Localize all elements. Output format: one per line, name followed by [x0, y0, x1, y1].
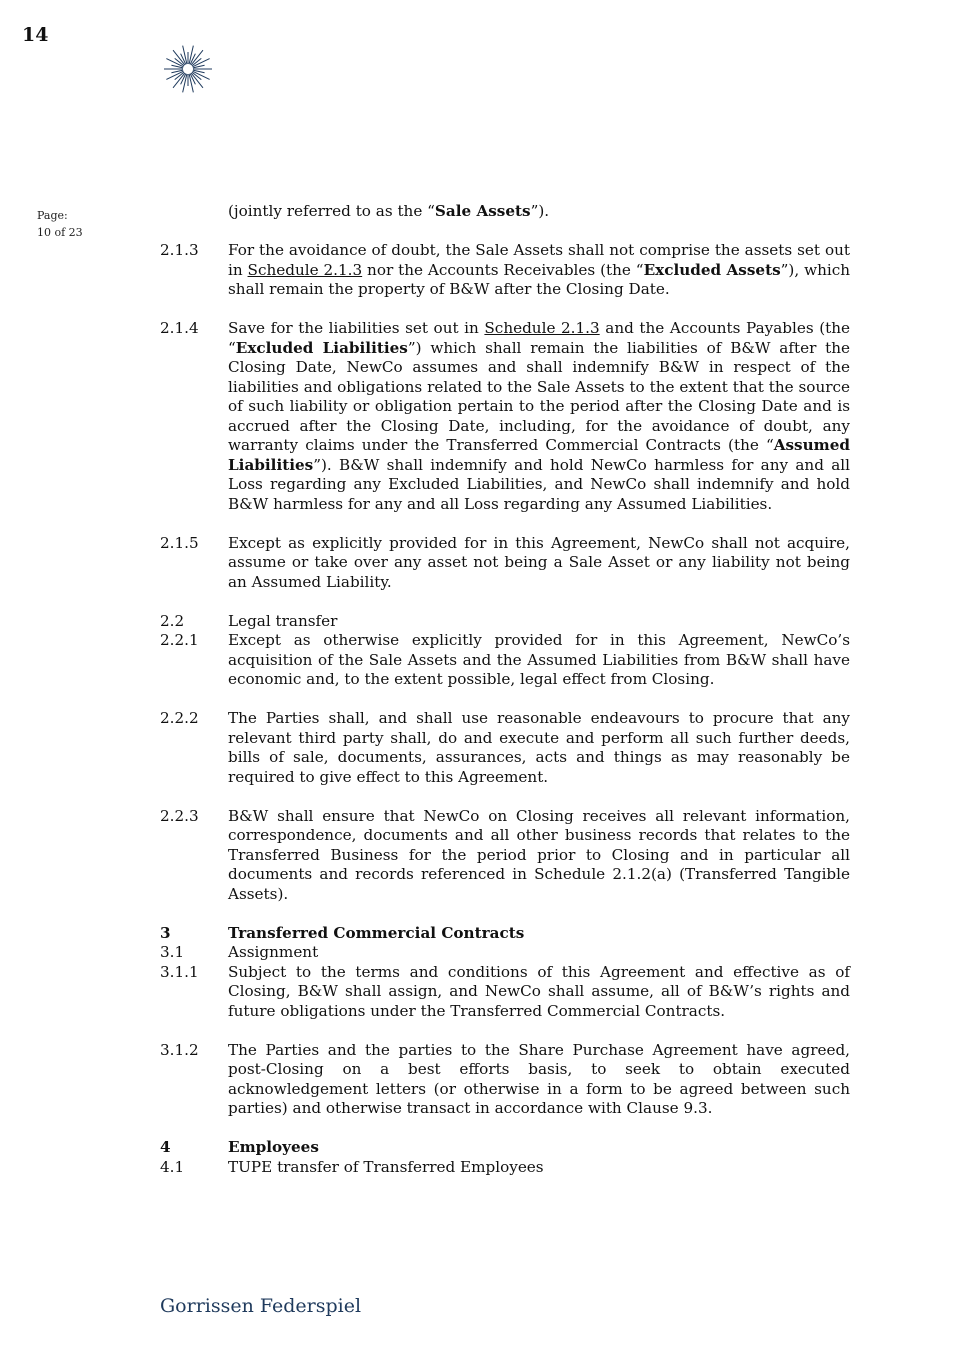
section-number: 3 [160, 923, 171, 942]
clause-number: 3.1.2 [160, 1040, 199, 1059]
clause-text: Except as otherwise explicitly provided for in this Agreement, NewCo’s acquisition of the Sale Assets and the Assumed Liabilities from B&W shall have economic and, to the extent possible, legal effect from Closing. [228, 631, 850, 688]
clause-2-1-5 [160, 534, 850, 593]
clause-3-1-2 [160, 1041, 850, 1119]
clause-text: B&W shall ensure that NewCo on Closing receives all relevant information, correspondence, documents and all other business records that relates to the Transferred Business for the period prior to Closing and in particular all documents and records referenced in Schedule 2.1.2(a) (Transferred Tangible Assets). [228, 806, 850, 903]
section-4-heading [160, 1138, 850, 1158]
starburst-logo-icon [160, 44, 216, 94]
clause-number: 2.1.3 [160, 241, 199, 259]
clause-number: 2.1.4 [160, 319, 199, 337]
defined-term-excluded-assets: Excluded Assets [643, 260, 781, 279]
clause-number: 2.2 [160, 611, 185, 630]
clause-2-2-2 [160, 709, 850, 787]
defined-term-excluded-liabilities: Excluded Liabilities [235, 338, 408, 357]
clause-2-1-4: 2.1.4 Save for the liabilities set out in Schedule 2.1.3 and the Accounts Payables (the “Excluded Liabilities”) which shall remain the liabilities of B&W after the Closing Date, NewCo assumes and shall indemnify B&W in respect of the liabilities and obligations related to the Sale Assets to the extent that the source of such liability or obligation pertain to the period after the Closing Date and is accrued after the Closing Date, including, for the avoidance of doubt, any warranty claims under the Transferred Commercial Contracts (the “Assumed Liabilities”). B&W shall indemnify and hold NewCo harmless for any and all Loss regarding any Excluded Liabilities, and NewCo shall indemnify and hold B&W harmless for any and all Loss regarding any Assumed Liabilities. [160, 319, 851, 513]
clause-text: The Parties and the parties to the Share Purchase Agreement have agreed, post-Closing on a best efforts basis, to seek to obtain executed acknowledgement letters (or otherwise in a form to be agreed between such parties) and otherwise transact in accordance with Clause 9.3. [228, 1040, 850, 1117]
clause-2-1-3: 2.1.3 For the avoidance of doubt, the Sale Assets shall not comprise the assets set out in Schedule 2.1.3 nor the Accounts Receivables (the “Excluded Assets”), which shall remain the property of B&W after the Closing Date. [160, 241, 850, 298]
page-info [37, 207, 83, 241]
document-body [160, 202, 850, 1177]
clause-3-1-1 [160, 963, 850, 1022]
page-info-label: Page: [37, 209, 68, 222]
page-number: 14 [22, 24, 49, 46]
clause-heading: Assignment [228, 943, 319, 961]
clause-2-2-3 [160, 807, 850, 905]
clause-number: 2.1.5 [160, 533, 199, 552]
clause-text: Except as explicitly provided for in this Agreement, NewCo shall not acquire, assume or take over any asset not being a Sale Asset or any liability not being an Assumed Liability. [228, 533, 850, 591]
section-title: Employees [228, 1138, 319, 1156]
defined-term-sale-assets: Sale Assets [434, 202, 531, 220]
section-3-heading [160, 924, 850, 944]
section-number: 4 [160, 1138, 171, 1156]
clause-number: 3.1.1 [160, 962, 199, 981]
clause-number: 4.1 [160, 1157, 185, 1176]
paragraph-intro: (jointly referred to as the “Sale Assets”). [228, 202, 550, 220]
page-info-value: 10 of 23 [37, 226, 83, 239]
clause-number: 3.1 [160, 943, 185, 961]
defined-term-assumed-liabilities: Assumed Liabilities [228, 436, 850, 474]
footer-brand: Gorrissen Federspiel [160, 1295, 362, 1317]
clause-number: 2.2.1 [160, 631, 199, 649]
section-title: Transferred Commercial Contracts [228, 923, 525, 942]
clause-number: 2.2.2 [160, 709, 199, 727]
clause-text: Subject to the terms and conditions of this Agreement and effective as of Closing, B&W shall assign, and NewCo shall assume, all of B&W’s rights and future obligations under the Transferred Commercial Contracts. [228, 962, 850, 1020]
clause-number: 2.2.3 [160, 806, 199, 825]
clause-2-2 [160, 612, 850, 632]
clause-heading: TUPE transfer of Transferred Employees [228, 1157, 544, 1176]
schedule-reference: Schedule 2.1.3 [247, 260, 363, 279]
clause-text: The Parties shall, and shall use reasonable endeavours to procure that any relevant third party shall, do and execute and perform all such further deeds, bills of sale, documents, assurances, acts and things as may reasonably be required to give effect to this Agreement. [228, 709, 850, 786]
clause-heading: Legal transfer [228, 611, 338, 630]
clause-3-1 [160, 943, 850, 963]
schedule-reference: Schedule 2.1.3 [484, 319, 600, 337]
clause-2-2-1 [160, 631, 850, 690]
clause-4-1 [160, 1158, 850, 1178]
